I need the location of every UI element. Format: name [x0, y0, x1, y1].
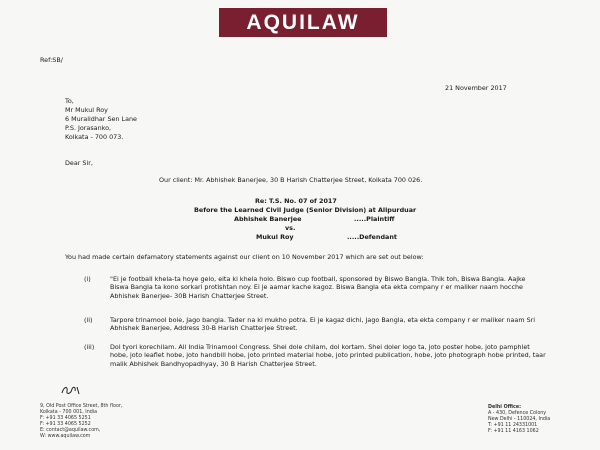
recipient-line: 6 Muralidhar Sen Lane	[65, 115, 137, 123]
recipient-line: Kolkata - 700 073.	[65, 133, 124, 141]
recipient-line: Mr Mukul Roy	[65, 106, 108, 114]
footer-line: F: +91 33 4065 5252	[40, 422, 91, 427]
footer-line: Kolkata - 700 001, India	[40, 410, 98, 415]
plaintiff-role: .....Plaintiff	[354, 215, 395, 223]
footer-line: Delhi Office:	[488, 405, 522, 410]
letter-date: 21 November 2017	[445, 84, 507, 92]
footer-line: W: www.aquilaw.com	[40, 434, 91, 439]
defendant-role: .....Defendant	[347, 233, 397, 241]
reference: Ref:SB/	[40, 56, 63, 64]
item-number: (ii)	[84, 316, 93, 324]
footer-line: F: +91 33 4065 5251	[40, 416, 91, 421]
footer-line: E: contact@aquilaw.com,	[40, 428, 101, 433]
defendant-name: Mukul Roy	[256, 233, 294, 241]
footer-line: New Delhi - 110024, India	[488, 417, 551, 422]
client-line: Our client: Mr. Abhishek Banerjee, 30 B Harish Chatterjee Street, Kolkata 700 026.	[159, 176, 423, 184]
footer-line: A - 430, Defence Colony	[488, 411, 547, 416]
re-line: Re: T.S. No. 07 of 2017	[255, 197, 337, 205]
recipient-line: P.S. Jorasanko,	[65, 124, 112, 132]
versus: vs.	[285, 224, 296, 232]
footer-line: T: +91 11 24331001	[488, 423, 538, 428]
item-number: (iii)	[84, 343, 95, 351]
item-number: (i)	[84, 275, 91, 283]
salutation: Dear Sir,	[65, 159, 93, 167]
statement-item: Dol tyori korechilam. All India Trinamool Congress. Shei dole chilam, dol kortam. Shei doler logo ta, joto poster hobe, joto pamphlet hobe, joto leaflet hobe, joto handbill hobe, joto printed material hobe, joto printed publication, hobe, joto photograph hobe printed, taar malik Abhishek Bandhyopadhyay, 30 B Harish Chatterjee Street.	[110, 343, 546, 368]
court-line: Before the Learned Civil Judge (Senior Division) at Alipurduar	[194, 206, 417, 214]
footer-line: F: +91 11 4163 1062	[488, 429, 539, 434]
footer-line: 9, Old Post Office Street, 8th floor,	[40, 404, 123, 409]
statement-item: "Ei je football khela-ta hoye gelo, eita ki khela holo. Biswo cup football, sponsored by Biswo Bangla. Thik toh, Biswa Bangla. Aajke Biswa Bangla ta kono sorkari protishtan noy. Ei je aamar kache kagoz. Biswa Bangla eta ekta company r er maliker naam hocche Abhishek Banerjee- 30B Harish Chatterjee Street.	[110, 275, 526, 300]
plaintiff-name: Abhishek Banerjee	[234, 215, 302, 223]
aquilaw-logo: AQUILAW	[219, 8, 387, 37]
recipient-line: To,	[65, 97, 74, 105]
initials-signature	[60, 384, 82, 396]
statement-item: Tarpore trinamool bole, Jago bangla. Tader na ki mukho potra. Ei je kagaz dichi, Jago Bangla, eta ekta company r er maliker naam Sri Abhishek Banerjee, Address 30-B Harish Chatterjee Street.	[110, 316, 536, 333]
intro-paragraph: You had made certain defamatory statements against our client on 10 November 2017 which are set out below:	[65, 253, 424, 261]
